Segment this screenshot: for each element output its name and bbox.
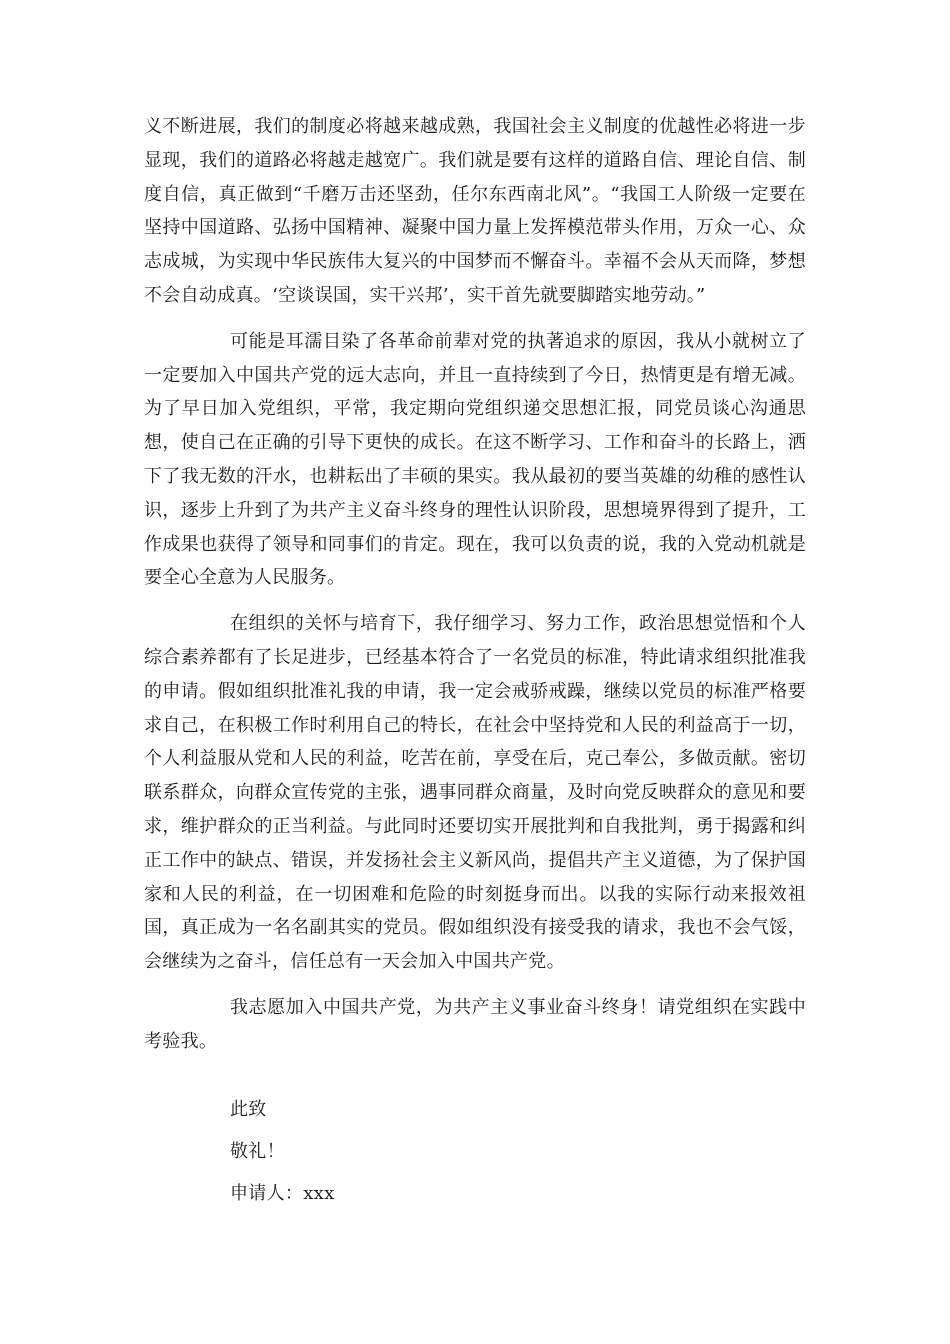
paragraph-1: 义不断进展，我们的制度必将越来越成熟，我国社会主义制度的优越性必将进一步显现，我们的道路必将越走越宽广。我们就是要有这样的道路自信、理论自信、制度自信，真正做到“千磨万击还坚劲，任尔东西南北风”。“我国工人阶级一定要在坚持中国道路、弘扬中国精神、凝聚中国力量上发挥模范带头作用，万众一心、众志成城，为实现中华民族伟大复兴的中国梦而不懈奋斗。幸福不会从天而降，梦想不会自动成真。‘空谈误国，实干兴邦’，实干首先就要脚踏实地劳动。” (144, 116, 806, 306)
closing-salutation: 此致 (230, 1099, 267, 1120)
applicant-signature-line: 申请人：xxx (230, 1183, 335, 1204)
paragraph-3: 在组织的关怀与培育下，我仔细学习、努力工作，政治思想觉悟和个人综合素养都有了长足进步，已经基本符合了一名党员的标准，特此请求组织批准我的申请。假如组织批准礼我的申请，我一定会戒骄戒躁，继续以党员的标准严格要求自己，在积极工作时利用自己的特长，在社会中坚持党和人民的利益高于一切，个人利益服从党和人民的利益，吃苦在前，享受在后，克己奉公，多做贡献。密切联系群众，向群众宣传党的主张，遇事同群众商量，及时向党反映群众的意见和要求，维护群众的正当利益。与此同时还要切实开展批判和自我批判，勇于揭露和纠正工作中的缺点、错误，并发扬社会主义新风尚，提倡共产主义道德，为了保护国家和人民的利益，在一切困难和危险的时刻挺身而出。以我的实际行动来报效祖国，真正成为一名名副其实的党员。假如组织没有接受我的请求，我也不会气馁，会继续为之奋斗，信任总有一天会加入中国共产党。 (144, 613, 806, 973)
document-body (144, 110, 806, 1071)
closing-respect: 敬礼！ (230, 1141, 285, 1162)
paragraph-2: 可能是耳濡目染了各革命前辈对党的执著追求的原因，我从小就树立了一定要加入中国共产党的远大志向，并且一直持续到了今日，热情更是有增无减。为了早日加入党组织，平常，我定期向党组织递交思想汇报，同党员谈心沟通思想，使自己在正确的引导下更快的成长。在这不断学习、工作和奋斗的长路上，洒下了我无数的汗水，也耕耘出了丰硕的果实。我从最初的要当英雄的幼稚的感性认识，逐步上升到了为共产主义奋斗终身的理性认识阶段，思想境界得到了提升，工作成果也获得了领导和同事们的肯定。现在，我可以负责的说，我的入党动机就是要全心全意为人民服务。 (144, 330, 806, 589)
paragraph-4: 我志愿加入中国共产党，为共产主义事业奋斗终身！请党组织在实践中考验我。 (144, 996, 806, 1052)
